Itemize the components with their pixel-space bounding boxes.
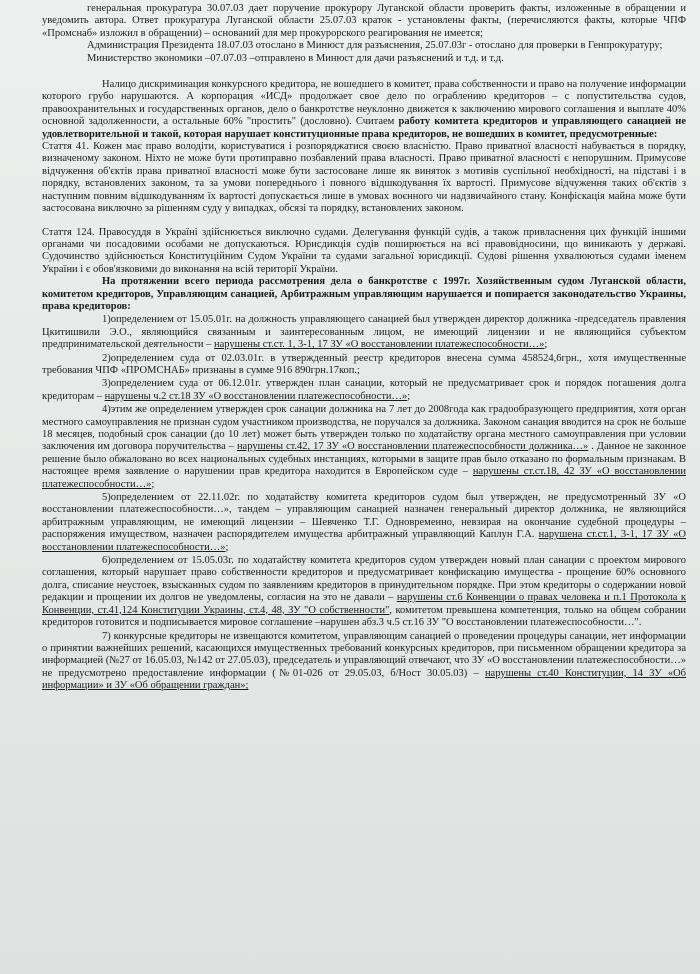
paragraph-bold-text: работу комитета кредиторов и управляющего санацией не удовлетворительной и такой, которая нарушает конституционные права кредиторов, не вошедших в комитет, предусмотренные:	[42, 116, 686, 140]
claim-text: 3)определением суда от 06.12.01г. утвержден план санации, который не предусматривает срок и порядок погашения долга кредиторам –	[42, 378, 686, 402]
claim-underline-text-2: нарушены ст.ст.18, 42 ЗУ «О восстановлении платежеспособности…»	[42, 466, 686, 490]
paragraph-administration	[42, 40, 686, 52]
claim-5	[42, 492, 686, 554]
claim-7	[42, 631, 686, 693]
claim-3	[42, 378, 686, 403]
paragraph-text: Министерство экономики –07.07.03 –отправлено в Минюст для дачи разъяснений и т.д. и т.д.	[87, 52, 504, 64]
claim-underline-text: нарушены ст.ст. 1, 3-1, 17 ЗУ «О восстановлении платежеспособности…»	[214, 339, 545, 351]
claim-tail: ;	[544, 339, 548, 351]
claim-text-continued: . Данное не законное решение было обжаловано во всех национальных судебных инстанциях, которыми в защите прав было отказано по формальным признакам. В настоящее время заявление о нарушении прав кредитора находится в Европейском суде –	[42, 441, 686, 478]
claim-underline-text: нарушены ст.6 Конвенции о правах человека и п.1 Протокола к Конвенции, ст.41,124 Конституции Украины, ст.4, 48, ЗУ "О собственности"	[42, 592, 686, 616]
paragraph-article-124	[42, 227, 686, 277]
paragraph-text: Стаття 41. Кожен має право володіти, користуватися і розпоряджатися своєю власністю. Право приватної власності набувається в порядку, визначеному законом. Ніхто не може бути протиправно позбавлений права власності. Право приватної власності є непорушним. Примусове відчуження об'єктів права приватної власності може бути застосоване лише як виняток з мотивів суспільної необхідності, на підставі і в порядку, встановлених законом, та за умови попереднього і повного відшкодування їх вартості. Примусове відчуження таких об'єктів з наступним повним відшкодуванням їх вартості допускається лише в умовах воєнного чи надзвичайного стану. Конфіскація майна може бути застосована виключно за рішенням суду у випадках, обсязі та порядку, встановлених законом.	[42, 141, 686, 215]
claim-text: 6)определением от 15.05.03г. по ходатайству комитета кредиторов судом утвержден новый план санации с проектом мирового соглашения, который нарушает право собственности кредиторов и предусматривает конфискацию имущества - прощение 60% основного долга, списание неустоек, взысканных судом по заявлениям кредиторов в принудительном порядке. При этом кредиторы о содержании новой редакции и прощении их долгов не уведомлены, согласия на это не давали –	[42, 555, 686, 604]
claim-underline-text: нарушены ч.2 ст.18 ЗУ «О восстановлении платежеспособности…»	[104, 390, 408, 402]
claim-1	[42, 314, 686, 351]
claim-text: 5)определением от 22.11.02г. по ходатайству комитета кредиторов судом был утвержден, не предусмотренный ЗУ «О восстановлении платежеспособности…», тандем – управляющим санацией назначен генеральный директор должника, не являющийся арбитражным управляющим, не имеющий лицензии – Шевченко Т.Г. Одновременно, невзирая на окончание судебной процедуры – распоряжения имуществом, назначен распорядителем имущества арбитражный управляющий Каплун Г.А.	[42, 492, 686, 541]
claim-6	[42, 555, 686, 629]
claim-text: 1)определением от 15.05.01г. на должность управляющего санацией был утвержден директор должника -председатель правления Цкитишвили Э.О., являющийся связанным и заинтересованным лицом, не имеющий лицензии и не являющийся субъектом предпринимательской деятельности –	[42, 314, 686, 351]
paragraph-discrimination	[42, 79, 686, 141]
paragraph-ministry	[42, 53, 686, 65]
paragraph-text: Налицо дискриминация конкурсного кредитора, не вошедшего в комитет, права собственности и право на получение информации которого грубо нарушаются. А корпорация «ИСД» продолжает свое дело по ограблению кредиторов – с попустительства судов, правоохранительных и государственных органов, дело о банкротстве неуклонно движется к заключению мирового соглашения и выплате 40% основной задолженности, а остальные 60% "простить" (дословно). Считаем	[42, 79, 686, 128]
paragraph-violations-heading	[42, 276, 686, 313]
claim-underline-text: нарушена ст.ст.1, 3-1, 17 ЗУ «О восстановлении платежеспособности…»	[42, 529, 686, 553]
claim-text-continued: , комитетом превышена компетенция, только на общем собрании кредиторов готовится и подписывается мировое соглашение –нарушен абз.3 ч.5 ст.16 ЗУ "О восстановлении платежеспособности…".	[42, 604, 686, 629]
claim-2	[42, 353, 686, 378]
claim-4	[42, 404, 686, 491]
claim-tail: ;	[407, 390, 411, 402]
paragraph-text: генеральная прокуратура 30.07.03 дает поручение прокурору Луганской области проверить факты, изложенные в обращении и уведомить автора. Ответ прокуратура Луганской области 25.07.03 краток - установлены факты, (перечисляются факты, которые ЧПФ «Промснаб» изложил в обращении) – оснований для мер прокурорского реагирования не имеется;	[42, 3, 686, 39]
claim-text: 7) конкурсные кредиторы не извещаются комитетом, управляющим санацией о проведении процедуры санации, нет информации о принятии важнейших решений, касающихся имущественных требований конкурсных кредиторов, при письменном обращении кредитора за информацией (№27 от 16.05.03, №142 от 27.05.03), председатель и управляющий отвечают, что ЗУ «О восстановлении платежеспособности…» не предусмотрено предоставление информации (№01-026 от 29.05.03, б/Ност 30.05.03) –	[42, 630, 686, 679]
claim-text: 4)этим же определением утвержден срок санации должника на 7 лет до 2008года как градообразующего предприятия, хотя орган местного самоуправления не признан судом участником производства, не поручался за должника. Законом санация вводится на срок не больше 18 месяцев, подобный срок санации (до 10 лет) может быть утвержден только по ходатайству органа местного самоуправления при условии заключения им договора поручительства –	[42, 404, 686, 453]
paragraph-prosecutor	[42, 3, 686, 40]
claim-tail: ;	[225, 541, 229, 553]
heading-text: На протяжении всего периода рассмотрения дела о банкротстве с 1997г. Хозяйственным судом Луганской области, комитетом кредиторов, Управляющим санацией, Арбитражным управляющим нарушается и попирается законодательство Украины, права кредиторов:	[42, 276, 686, 312]
claim-underline-text: нарушены ст.42, 17 ЗУ «О восстановлении платежеспособности должника…»	[236, 441, 589, 453]
claim-text: 2)определением суда от 02.03.01г. в утвержденный реестр кредиторов внесена сумма 458524,6грн., хотя имущественные требования ЧПФ «ПРОМСНАБ» признаны в сумме 916 890грн.17коп.;	[42, 352, 686, 376]
paragraph-text: Стаття 124. Правосуддя в Україні здійснюється виключно судами. Делегування функцій судів, а також привласнення цих функцій іншими органами чи посадовими особами не допускаються. Юрисдикція судів поширюється на всі правовідносини, що виникають у державі. Судочинство здійснюється Конституційним Судом України та судами загальної юрисдикції. Судові рішення ухвалюються судами іменем України і є обов'язковими до виконання на всій території України.	[42, 226, 686, 275]
paragraph-article-41	[42, 141, 686, 215]
paragraph-text: Администрация Президента 18.07.03 отослано в Минюст для разъяснения, 25.07.03г - отослано для проверки в Генпрокуратуру;	[87, 40, 663, 52]
claim-underline-text: нарушены ст.40 Конституции, 14 ЗУ «Об информации» и ЗУ «Об обращении граждан»;	[42, 667, 687, 692]
claim-tail: ;	[151, 478, 155, 490]
